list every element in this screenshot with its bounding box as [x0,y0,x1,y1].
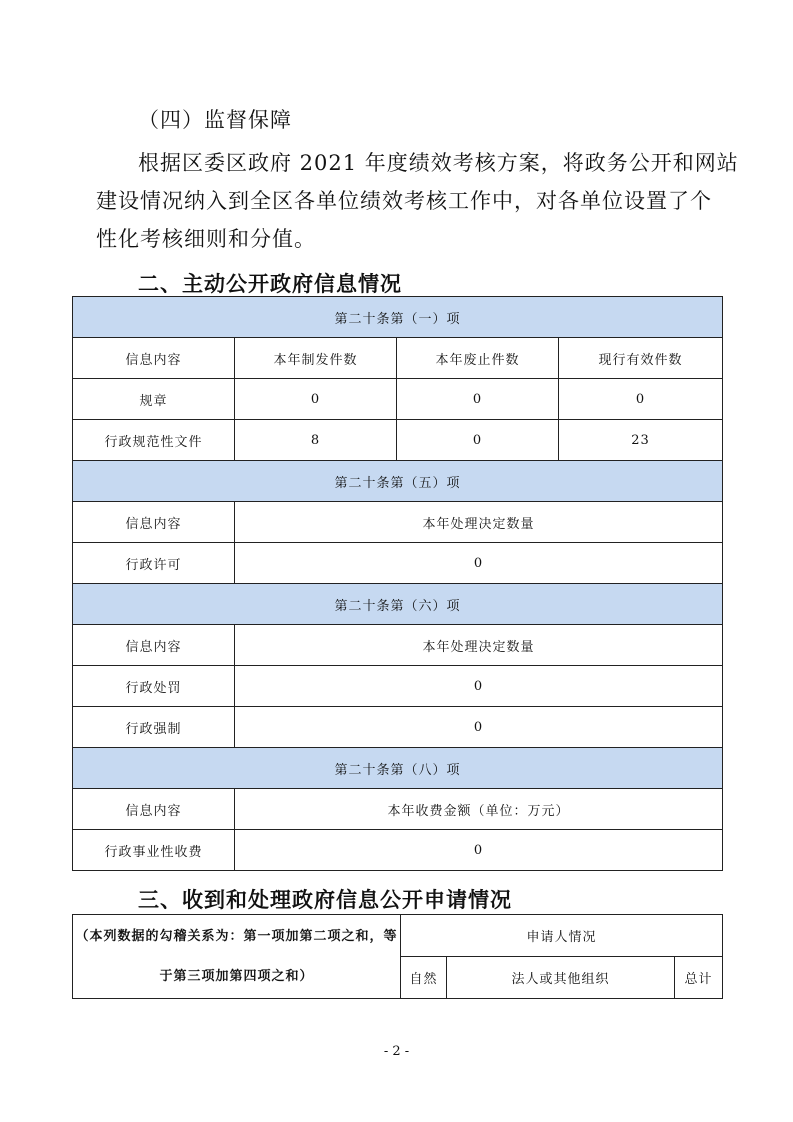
subsection-title: （四）监督保障 [138,108,292,132]
note-cell [73,915,401,999]
table-row [73,379,723,420]
section-header-6: 第二十条第（六）项 [73,584,723,625]
section-header-5: 第二十条第（五）项 [73,461,723,502]
paragraph-line-2: 建设情况纳入到全区各单位绩效考核工作中，对各单位设置了个 [96,189,712,213]
section-header-row [73,461,723,502]
table-row [73,338,723,379]
note-line-1: （本列数据的勾稽关系为：第一项加第二项之和，等 [75,928,398,944]
section-header-row [73,748,723,789]
table-cell: 行政处罚 [73,666,235,707]
table-cell: 23 [559,420,723,461]
section-header-8: 第二十条第（八）项 [73,748,723,789]
table-cell: 规章 [73,379,235,420]
table-cell: 0 [235,666,723,707]
column-header: 现行有效件数 [559,338,723,379]
table-cell: 行政规范性文件 [73,420,235,461]
table-row [73,420,723,461]
legal-person-header: 法人或其他组织 [447,957,675,999]
section-header-row [73,584,723,625]
table-cell: 0 [559,379,723,420]
table-cell: 0 [235,379,397,420]
column-header: 本年废止件数 [397,338,559,379]
application-table [72,914,723,999]
public-info-table [72,296,723,871]
table-row [73,789,723,830]
column-header: 本年处理决定数量 [235,625,723,666]
table-cell: 0 [397,379,559,420]
paragraph-line-3: 性化考核细则和分值。 [96,227,316,251]
column-header: 本年处理决定数量 [235,502,723,543]
section2-title: 二、主动公开政府信息情况 [138,272,402,296]
total-header: 总计 [675,957,723,999]
table-row [73,666,723,707]
column-header: 信息内容 [73,789,235,830]
table-cell: 行政许可 [73,543,235,584]
column-header: 信息内容 [73,625,235,666]
table-row [73,625,723,666]
column-header: 本年制发件数 [235,338,397,379]
section-header-row [73,297,723,338]
page-number: - 2 - [383,1044,410,1059]
section-header-1: 第二十条第（一）项 [73,297,723,338]
table-cell: 0 [235,543,723,584]
table-row [73,830,723,871]
table-cell: 0 [397,420,559,461]
paragraph-line-1: 根据区委区政府 2021 年度绩效考核方案，将政务公开和网站 [138,151,739,175]
table-row [73,915,723,957]
section3-title: 三、收到和处理政府信息公开申请情况 [138,888,512,912]
table-cell: 0 [235,830,723,871]
table-cell: 行政事业性收费 [73,830,235,871]
natural-person-header: 自然 [401,957,447,999]
table-row [73,707,723,748]
table-row [73,543,723,584]
column-header: 信息内容 [73,338,235,379]
column-header: 本年收费金额（单位：万元） [235,789,723,830]
table-cell: 0 [235,707,723,748]
table-row [73,502,723,543]
applicant-header: 申请人情况 [401,915,723,957]
table-cell: 行政强制 [73,707,235,748]
note-line-2: 于第三项加第四项之和） [159,968,314,984]
table-cell: 8 [235,420,397,461]
column-header: 信息内容 [73,502,235,543]
